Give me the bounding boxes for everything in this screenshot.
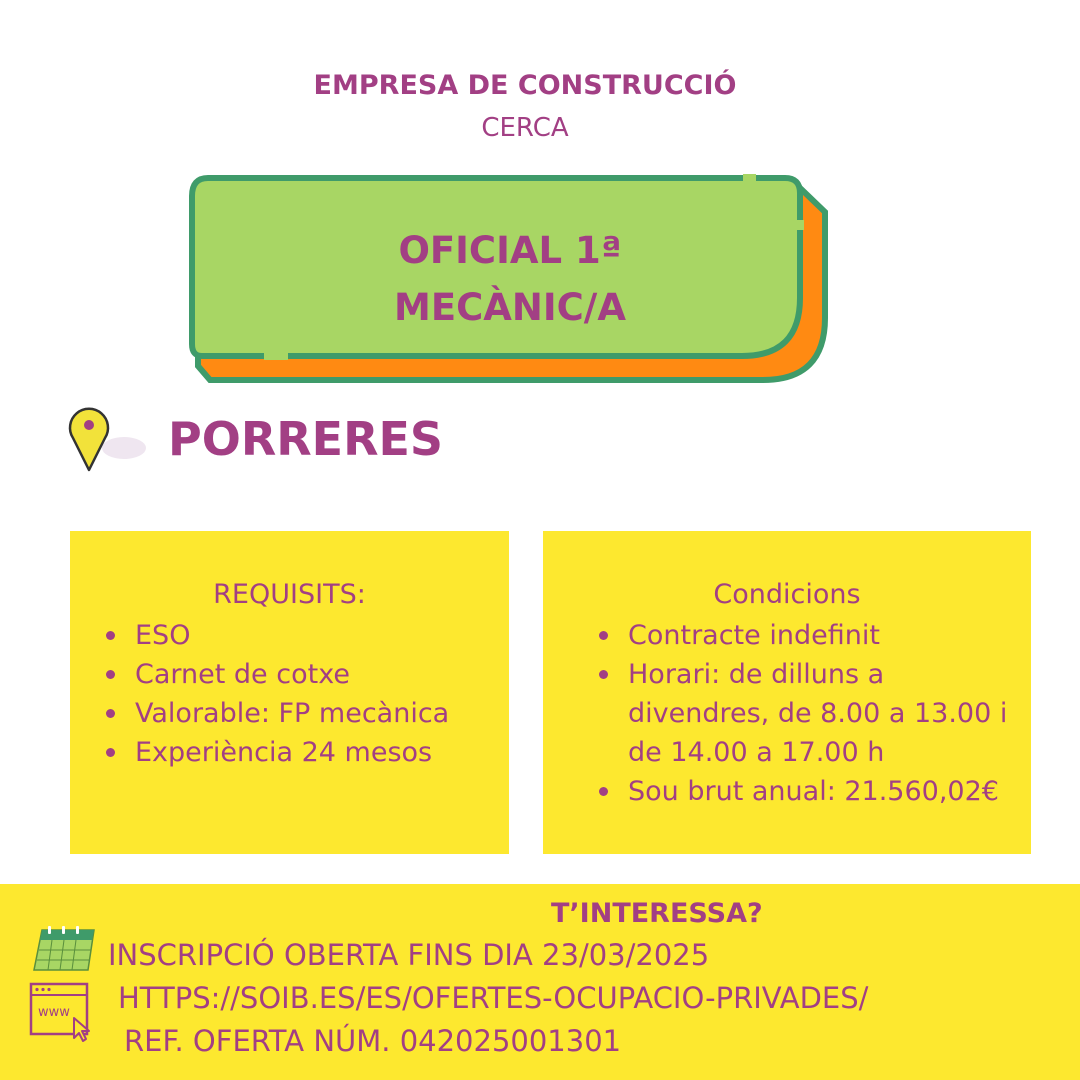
job-title-line-2: MECÀNIC/A [394,286,626,329]
location-name: PORRERES [168,412,444,466]
offer-reference: REF. OFERTA NÚM. 042025001301 [124,1024,622,1058]
conditions-title: Condicions [713,579,861,610]
conditions-list [599,616,1019,811]
requirements-title: REQUISITS: [213,579,366,610]
requirement-item: Carnet de cotxe [106,655,506,694]
job-title-line-1: OFICIAL 1ª [398,229,622,272]
calendar-icon [30,924,98,974]
web-browser-icon [28,980,98,1044]
svg-text:www: www [38,1005,70,1020]
requirement-item: Experiència 24 mesos [106,733,506,772]
search-label: CERCA [481,113,569,143]
requirement-item: ESO [106,616,506,655]
condition-item: Sou brut anual: 21.560,02€ [599,772,1019,811]
job-title [190,222,830,336]
condition-item: Contracte indefinit [599,616,1019,655]
requirements-box [70,531,509,854]
offer-url[interactable]: HTTPS://SOIB.ES/ES/OFERTES-OCUPACIO-PRIVADES/ [118,981,869,1015]
requirement-item: Valorable: FP mecànica [106,694,506,733]
deadline-text: INSCRIPCIÓ OBERTA FINS DIA 23/03/2025 [108,938,710,972]
requirements-list [106,616,506,772]
conditions-box [543,531,1031,854]
company-heading: EMPRESA DE CONSTRUCCIÓ [313,70,737,101]
map-pin-icon [60,400,150,480]
condition-item: Horari: de dilluns a divendres, de 8.00 a 13.00 i de 14.00 a 17.00 h [599,655,1019,772]
interest-heading: T’INTERESSA? [551,898,763,929]
